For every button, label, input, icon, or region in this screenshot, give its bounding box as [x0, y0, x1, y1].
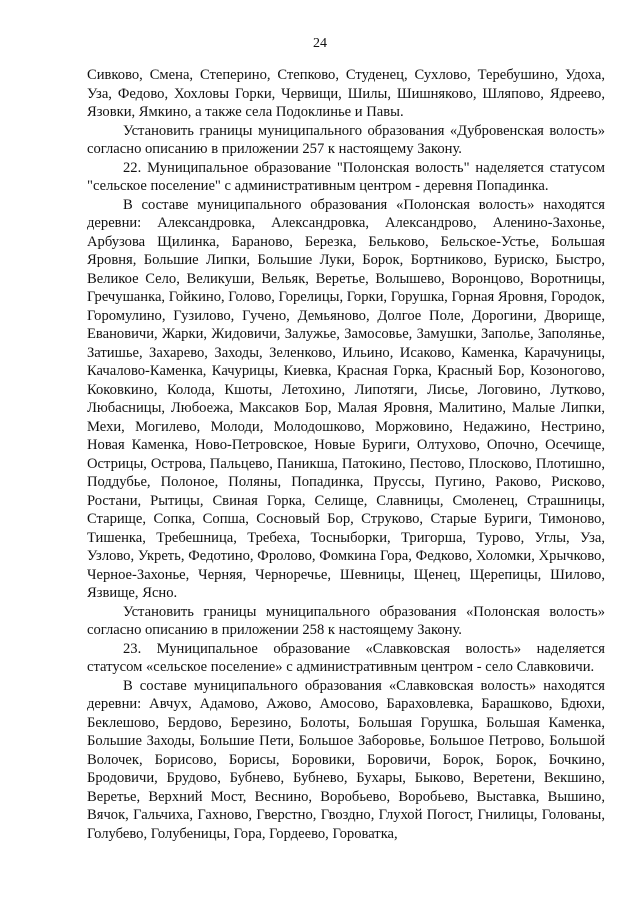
document-body — [87, 66, 605, 843]
paragraph-article-23: 23. Муниципальное образование «Славковская волость» наделяется статусом «сельское поселение» с административным центром - село Славковичи. — [87, 640, 605, 675]
paragraph-continuation: Сивково, Смена, Степерино, Степково, Студенец, Сухлово, Теребушино, Удоха, Уза, Федово, Хохловы Горки, Червищи, Шилы, Шишняково, Шляпово, Ядреево, Язовки, Ямкино, а также села Подоклинье и Павы. — [87, 67, 605, 120]
paragraph-article-22: 22. Муниципальное образование "Полонская волость" наделяется статусом "сельское поселение" с административным центром - деревня Попадинка. — [87, 159, 605, 194]
page-number: 24 — [313, 36, 327, 51]
paragraph-polonskaya-villages: В составе муниципального образования «Полонская волость» находятся деревни: Александровка, Александровка, Александрово, Аленино-Захонье, Арбузова Щилинка, Бараново, Березка, Бельково, Бельское-Устье, Большая Яровня, Большие Липки, Большие Луки, Борок, Бортниково, Буриско, Быстро, Великое Село, Великуши, Вельяк, Веретье, Волышево, Воронцово, Воротницы, Гречушанка, Гойкино, Голово, Горелицы, Горки, Горушка, Горная Яровня, Городок, Горомулино, Гузилово, Гучено, Демьяново, Долгое Поле, Дорогини, Дворище, Евановичи, Жарки, Жидовичи, Залужье, Замосовье, Замушки, Заполье, Заполянье, Затишье, Захарево, Заходы, Зеленково, Ильино, Исаково, Каменка, Карачуницы, Качалово-Каменка, Качурицы, Киевка, Красная Горка, Красный Бор, Козоногово, Коковкино, Колода, Кшоты, Летохино, Липотяги, Лисье, Логовино, Лутково, Любасницы, Любоежа, Максаков Бор, Малая Яровня, Малитино, Малые Липки, Мехи, Могилево, Молоди, Молодошково, Моржовино, Недажино, Нестрино, Новая Каменка, Ново-Петровское, Новые Буриги, Олтухово, Опочно, Осечище, Острицы, Острова, Пальцево, Паникша, Патокино, Пестово, Плосково, Плотишно, Поддубье, Полоное, Поляны, Попадинка, Пруссы, Пугино, Раково, Рисково, Ростани, Рытицы, Свиная Горка, Селище, Славницы, Смоленец, Страшницы, Старище, Сопка, Сопша, Сосновый Бор, Струково, Старые Буриги, Тимоново, Тишенка, Требешница, Требеха, Тосныборки, Тригорша, Турово, Углы, Уза, Узлово, Укреть, Федотино, Фролово, Фомкина Гора, Федково, Холомки, Хрычково, Черное-Захонье, Черняя, Черноречье, Шевницы, Щенец, Щерепицы, Шилово, Язвище, Ясно. — [87, 196, 605, 601]
paragraph-boundaries-dubrovenskaya: Установить границы муниципального образования «Дубровенская волость» согласно описанию в приложении 257 к настоящему Закону. — [87, 122, 605, 157]
paragraph-boundaries-polonskaya: Установить границы муниципального образования «Полонская волость» согласно описанию в приложении 258 к настоящему Закону. — [87, 603, 605, 638]
paragraph-slavkovskaya-villages: В составе муниципального образования «Славковская волость» находятся деревни: Авчух, Адамово, Ажово, Амосово, Бараховлевка, Барашково, Бдюхи, Беклешово, Бердово, Березино, Болоты, Большая Горушка, Большая Каменка, Большие Заходы, Большие Пети, Большое Заборовье, Большое Петрово, Большой Волочек, Борисово, Борисы, Боровики, Боровичи, Борок, Борок, Бочкино, Бродовичи, Брудово, Бубнево, Бубнево, Бухары, Быково, Веретени, Векшино, Веретье, Верхний Мост, Веснино, Воробьево, Воробьево, Выставка, Вышино, Вячок, Гальчиха, Гахново, Гверстно, Гвоздно, Глухой Погост, Гнилицы, Голованы, Голубево, Голубеницы, Гора, Гордеево, Горoватка, — [87, 677, 605, 842]
